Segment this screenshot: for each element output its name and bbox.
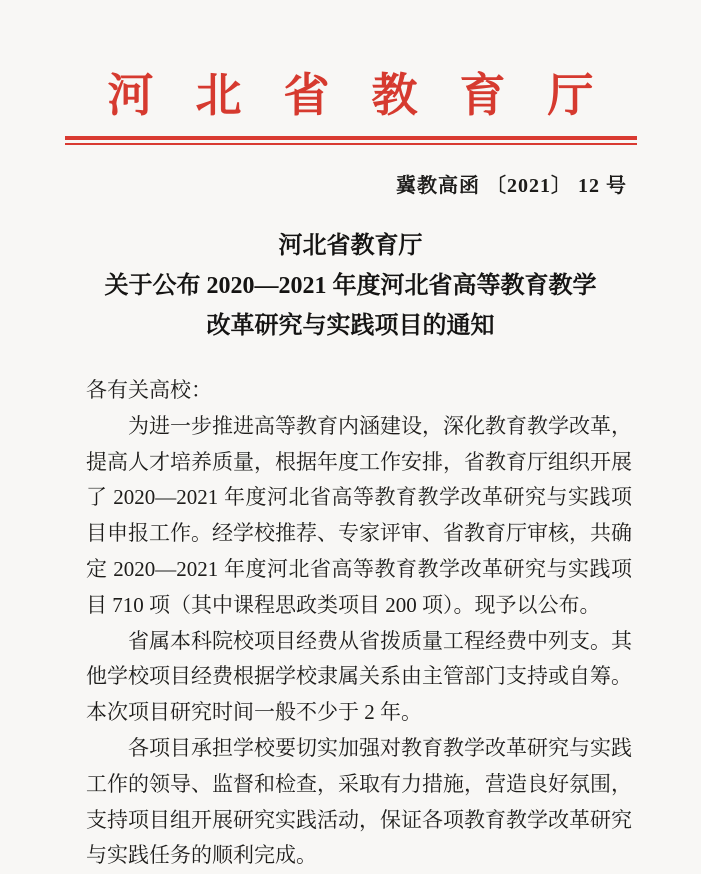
letterhead-double-rule <box>65 136 637 145</box>
notice-title <box>0 226 701 346</box>
notice-body <box>86 373 632 874</box>
notice-title-line-1: 河北省教育厅 <box>278 233 423 259</box>
body-paragraph: 各项目承担学校要切实加强对教育教学改革研究与实践工作的领导、监督和检查，采取有力措施，营造良好氛围，支持项目组开展研究实践活动，保证各项教育教学改革研究与实践任务的顺利完成。 <box>86 735 632 868</box>
notice-title-line-3: 改革研究与实践项目的通知 <box>206 313 495 339</box>
salutation: 各有关高校： <box>86 378 212 402</box>
notice-title-line-2: 关于公布 2020—2021 年度河北省高等教育教学 <box>104 273 597 299</box>
letterhead-agency-name: 河北省教育厅 <box>107 70 636 121</box>
document-reference-number: 冀教高函 〔2021〕 12 号 <box>396 175 627 197</box>
body-paragraph: 省属本科院校项目经费从省拨质量工程经费中列支。其他学校项目经费根据学校隶属关系由主管部门支持或自筹。本次项目研究时间一般不少于 2 年。 <box>86 628 632 725</box>
body-paragraph: 为进一步推进高等教育内涵建设，深化教育教学改革，提高人才培养质量，根据年度工作安排，省教育厅组织开展了 2020—2021 年度河北省高等教育教学改革研究与实践项目申报工作。经学校推荐、专家评审、省教育厅审核，共确定 2020—2021 年度河北省高等教育教学改革研究与实践项目 710 项（其中课程思政类项目 200 项）。现予以公布。 <box>86 413 632 617</box>
